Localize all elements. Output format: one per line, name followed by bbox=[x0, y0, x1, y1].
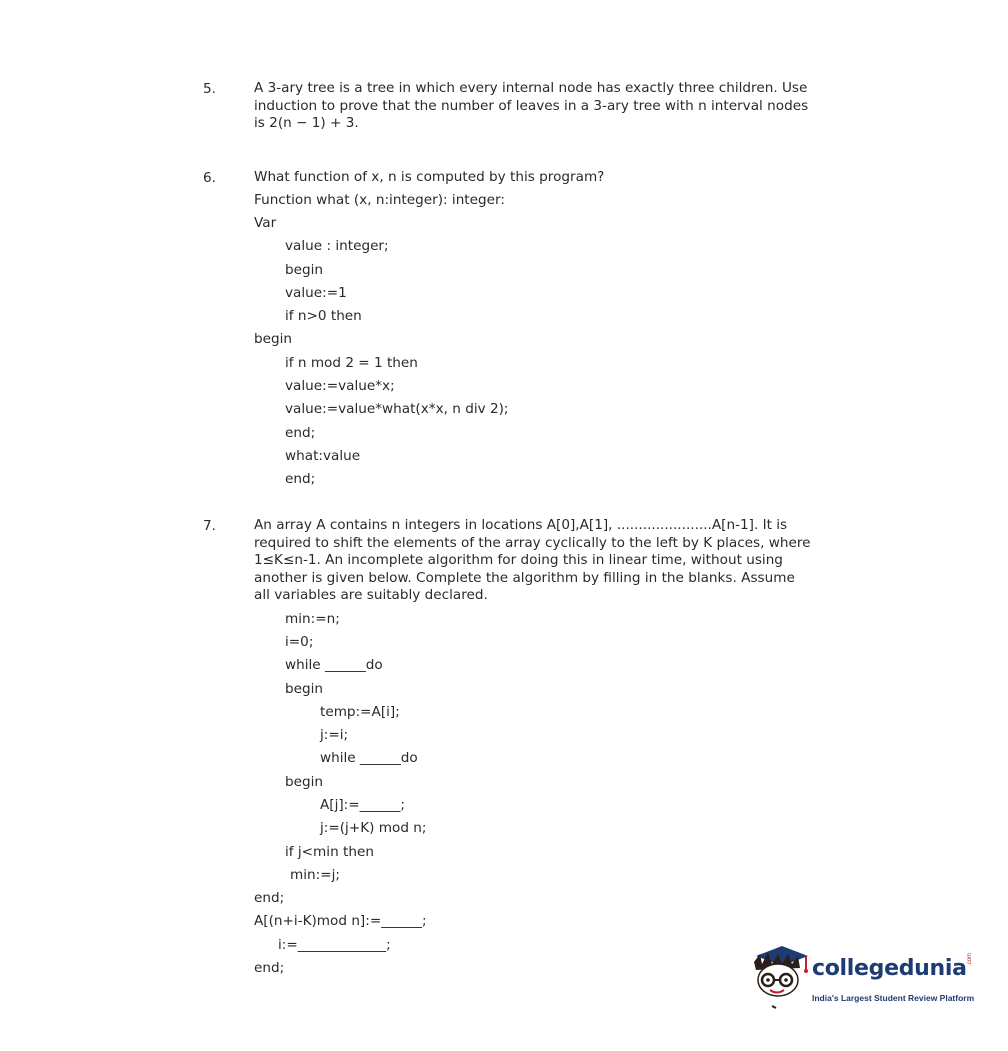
code-line: i:=_____________; bbox=[278, 937, 391, 953]
code-line: end; bbox=[285, 425, 316, 441]
code-line: j:=i; bbox=[320, 727, 349, 743]
code-line: value : integer; bbox=[285, 238, 389, 254]
code-line: end; bbox=[254, 890, 285, 906]
question-7-text bbox=[254, 517, 850, 605]
code-line: while ______do bbox=[320, 750, 418, 766]
question-5-number: 5. bbox=[203, 81, 216, 97]
brand-tagline: India's Largest Student Review Platform bbox=[812, 993, 975, 1003]
code-line: what:value bbox=[285, 448, 361, 464]
code-line: begin bbox=[285, 681, 324, 697]
question-5-line: induction to prove that the number of leaves in a 3-ary tree with n interval nodes bbox=[254, 97, 809, 114]
code-line: if n>0 then bbox=[285, 308, 362, 324]
code-line: value:=value*x; bbox=[285, 378, 395, 394]
code-line: Var bbox=[254, 215, 277, 231]
code-line: value:=1 bbox=[285, 285, 347, 301]
mascot-icon bbox=[748, 940, 812, 1012]
code-line: j:=(j+K) mod n; bbox=[320, 820, 427, 836]
question-7-line: another is given below. Complete the algorithm by filling in the blanks. Assume bbox=[254, 569, 795, 586]
code-line: end; bbox=[285, 471, 316, 487]
question-7-line: required to shift the elements of the array cyclically to the left by K places, where bbox=[254, 534, 811, 551]
code-line: value:=value*what(x*x, n div 2); bbox=[285, 401, 509, 417]
code-line: begin bbox=[285, 262, 324, 278]
code-line: if j<min then bbox=[285, 844, 374, 860]
code-line: end; bbox=[254, 960, 285, 976]
code-line: A[j]:=______; bbox=[320, 797, 406, 813]
code-line: if n mod 2 = 1 then bbox=[285, 355, 418, 371]
question-6-number: 6. bbox=[203, 170, 216, 186]
code-line: min:=j; bbox=[290, 867, 340, 883]
question-5-text bbox=[254, 80, 850, 133]
code-line: min:=n; bbox=[285, 611, 340, 627]
question-7-line: all variables are suitably declared. bbox=[254, 587, 488, 604]
question-7-line: 1≤K≤n-1. An incomplete algorithm for doing this in linear time, without using bbox=[254, 552, 783, 569]
code-line: Function what (x, n:integer): integer: bbox=[254, 192, 505, 208]
question-7-number: 7. bbox=[203, 518, 216, 534]
brand-name: collegedunia bbox=[812, 956, 967, 981]
code-line: A[(n+i-K)mod n]:=______; bbox=[254, 913, 427, 929]
question-7-line: An array A contains n integers in locations A[0],A[1], ......................A[n-1]. It is bbox=[254, 517, 788, 533]
question-5-line: is 2(n − 1) + 3. bbox=[254, 115, 359, 132]
brand-suffix: .com bbox=[967, 952, 973, 966]
code-line: i=0; bbox=[285, 634, 314, 650]
question-5-line: A 3-ary tree is a tree in which every internal node has exactly three children. Use bbox=[254, 80, 808, 96]
code-line: temp:=A[i]; bbox=[320, 704, 400, 720]
question-6-text: What function of x, n is computed by this program? bbox=[254, 169, 605, 185]
code-line: begin bbox=[254, 331, 293, 347]
code-line: while ______do bbox=[285, 657, 383, 673]
code-line: begin bbox=[285, 774, 324, 790]
